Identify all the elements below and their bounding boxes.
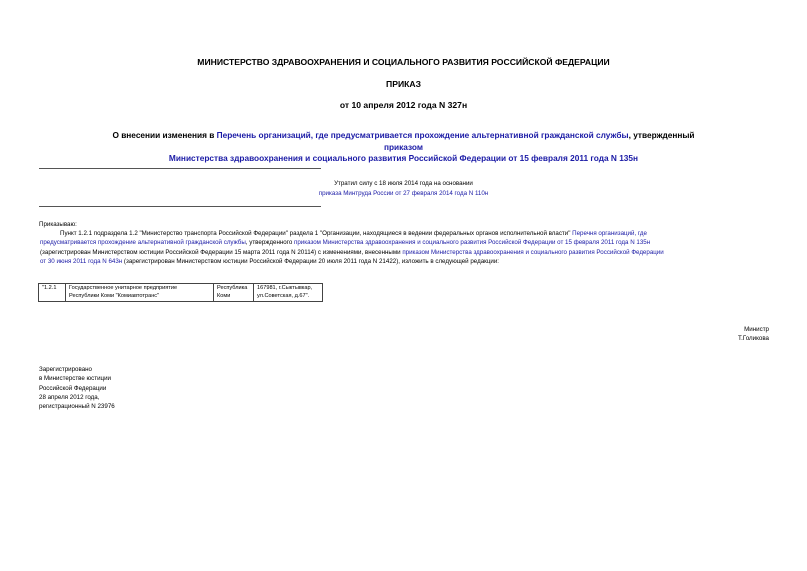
- body-link-order-643n-1[interactable]: приказом Министерства здравоохранения и социального развития Российской Федерации: [402, 248, 664, 256]
- body-link-list-1[interactable]: Перечня организаций, где: [572, 230, 647, 237]
- amendment-table-wrap: [38, 283, 323, 302]
- amendment-table: [38, 283, 323, 302]
- body-link-order-135n[interactable]: приказом Министерства здравоохранения и социального развития Российской Федерации от 15 февраля 2011 года N 135н: [294, 239, 651, 247]
- divider-top: [39, 168, 321, 169]
- title-text-2: , утвержденный: [628, 130, 695, 140]
- repeal-notice-text: Утратил силу с 18 июля 2014 года на основании: [334, 180, 473, 187]
- table-cell-address: 167981, г.Сыктывкар, ул.Советская, д.67".: [254, 284, 323, 302]
- order-word: Приказываю:: [39, 221, 77, 228]
- document-type: ПРИКАЗ: [386, 79, 421, 89]
- document-date-number: от 10 апреля 2012 года N 327н: [339, 100, 468, 110]
- title-link-order-word[interactable]: приказом: [383, 141, 424, 152]
- registration-line-3: Российской Федерации: [39, 384, 107, 392]
- table-cell-number: "1.2.1: [39, 284, 66, 302]
- signature-block: [738, 325, 769, 344]
- body-text-c: (зарегистрирован Министерством юстиции Российской Федерации 15 марта 2011 года N 20114) с изменениями, внесенными: [40, 248, 403, 256]
- registration-block: [39, 365, 115, 411]
- body-link-list-2[interactable]: предусматривается прохождение альтернативной гражданской службы: [40, 239, 246, 247]
- registration-line-1: Зарегистрировано: [39, 366, 92, 373]
- registration-line-5: регистрационный N 23976: [39, 403, 115, 411]
- signature-name: Т.Голикова: [738, 335, 769, 343]
- divider-bottom: [39, 206, 321, 207]
- table-row: [39, 284, 323, 302]
- title-link-order[interactable]: Министерства здравоохранения и социального развития Российской Федерации от 15 февраля 2011 года N 135н: [168, 153, 639, 163]
- signature-position: Министр: [744, 326, 769, 333]
- title-text-1: О внесении изменения в: [112, 130, 217, 140]
- repeal-notice-link-wrap: [0, 189, 807, 198]
- repeal-notice-link[interactable]: приказа Минтруда России от 27 февраля 2014 года N 110н: [318, 190, 489, 197]
- registration-line-2: в Министерстве юстиции: [39, 375, 112, 383]
- table-cell-region: Республика Коми: [214, 284, 254, 302]
- body-paragraph: [40, 229, 770, 266]
- ministry-heading: МИНИСТЕРСТВО ЗДРАВООХРАНЕНИЯ И СОЦИАЛЬНОГО РАЗВИТИЯ РОССИЙСКОЙ ФЕДЕРАЦИИ: [197, 57, 610, 67]
- table-cell-organization: Государственное унитарное предприятие Республики Коми "Комиавтотранс": [66, 284, 214, 302]
- title-link-list[interactable]: Перечень организаций, где предусматривается прохождение альтернативной гражданской службы: [216, 130, 629, 140]
- document-title: [100, 130, 707, 165]
- registration-line-4: 28 апреля 2012 года,: [39, 393, 100, 401]
- body-link-order-643n-2[interactable]: от 30 июня 2011 года N 643н: [40, 257, 123, 265]
- body-text-b: , утвержденного: [245, 239, 295, 247]
- body-text-a: Пункт 1.2.1 подраздела 1.2 "Министерство транспорта Российской Федерации" раздела 1 "Организации, находящиеся в ведении федеральных органов исполнительной власти": [60, 230, 573, 237]
- body-text-d: (зарегистрирован Министерством юстиции Российской Федерации 20 июля 2011 года N 21422), изложить в следующей редакции:: [122, 257, 500, 265]
